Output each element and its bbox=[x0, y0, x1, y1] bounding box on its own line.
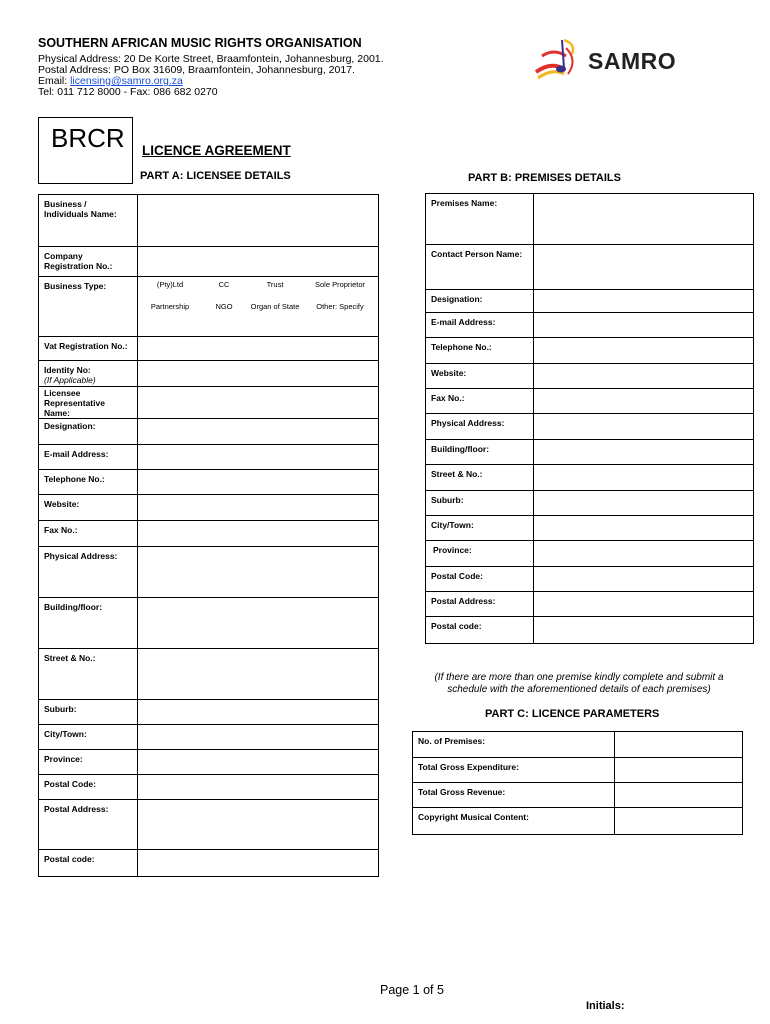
part-a-title: PART A: LICENSEE DETAILS bbox=[140, 170, 291, 182]
city-label-b: City/Town: bbox=[426, 516, 534, 541]
premises-name-field[interactable] bbox=[534, 194, 754, 245]
option-partnership[interactable]: Partnership bbox=[150, 302, 190, 311]
website-field-b[interactable] bbox=[534, 364, 754, 389]
gross-expenditure-label: Total Gross Expenditure: bbox=[413, 758, 615, 783]
part-c-table bbox=[412, 731, 743, 835]
postal-address-field-a[interactable] bbox=[138, 800, 379, 850]
street-field-b[interactable] bbox=[534, 465, 754, 491]
brcr-box bbox=[38, 117, 133, 184]
postal-code-field-a[interactable] bbox=[138, 775, 379, 800]
province-field-a[interactable] bbox=[138, 750, 379, 775]
page-title: LICENCE AGREEMENT bbox=[142, 143, 291, 158]
suburb-field-a[interactable] bbox=[138, 700, 379, 725]
option-organ-of-state[interactable]: Organ of State bbox=[250, 302, 300, 311]
website-label-b: Website: bbox=[426, 364, 534, 389]
postal-code2-field-b[interactable] bbox=[534, 617, 754, 644]
contact-person-field[interactable] bbox=[534, 245, 754, 290]
email-label-a: E-mail Address: bbox=[39, 445, 138, 470]
vat-field[interactable] bbox=[138, 337, 379, 361]
designation-label-b: Designation: bbox=[426, 290, 534, 313]
designation-field-b[interactable] bbox=[534, 290, 754, 313]
copyright-content-field[interactable] bbox=[615, 808, 743, 835]
brcr-code: BRCR bbox=[51, 123, 125, 153]
email-label: Email: bbox=[38, 75, 71, 87]
part-b-table bbox=[425, 193, 754, 644]
email-link[interactable]: licensing@samro.org.za bbox=[70, 75, 183, 87]
postal-address-field-b[interactable] bbox=[534, 592, 754, 617]
no-of-premises-field[interactable] bbox=[615, 732, 743, 758]
street-label-b: Street & No.: bbox=[426, 465, 534, 491]
telephone-field-a[interactable] bbox=[138, 470, 379, 495]
rep-name-label: Licensee Representative Name: bbox=[39, 387, 138, 419]
physical-address-line: Physical Address: 20 De Korte Street, Braamfontein, Johannesburg, 2001. bbox=[38, 53, 384, 65]
gross-revenue-field[interactable] bbox=[615, 783, 743, 808]
postal-code2-label-a: Postal code: bbox=[39, 850, 138, 877]
copyright-content-label: Copyright Musical Content: bbox=[413, 808, 615, 835]
part-a-table bbox=[38, 194, 379, 877]
postal-code-label-b: Postal Code: bbox=[426, 567, 534, 592]
website-field-a[interactable] bbox=[138, 495, 379, 521]
initials-label: Initials: bbox=[586, 1000, 625, 1012]
option-sole-proprietor[interactable]: Sole Proprietor bbox=[314, 280, 366, 289]
option-trust[interactable]: Trust bbox=[266, 280, 284, 289]
business-name-field[interactable] bbox=[138, 195, 379, 247]
identity-label bbox=[39, 361, 138, 387]
gross-revenue-label: Total Gross Revenue: bbox=[413, 783, 615, 808]
business-name-label: Business / Individuals Name: bbox=[39, 195, 138, 247]
option-ngo[interactable]: NGO bbox=[215, 302, 233, 311]
suburb-field-b[interactable] bbox=[534, 491, 754, 516]
designation-field[interactable] bbox=[138, 419, 379, 445]
company-reg-label: Company Registration No.: bbox=[39, 247, 138, 277]
identity-field[interactable] bbox=[138, 361, 379, 387]
postal-code2-field-a[interactable] bbox=[138, 850, 379, 877]
telephone-field-b[interactable] bbox=[534, 338, 754, 364]
option-pty-ltd[interactable]: (Pty)Ltd bbox=[156, 280, 184, 289]
province-label-b: Province: bbox=[426, 541, 534, 567]
tel-fax-line: Tel: 011 712 8000 - Fax: 086 682 0270 bbox=[38, 86, 218, 98]
org-name: SOUTHERN AFRICAN MUSIC RIGHTS ORGANISATION bbox=[38, 36, 362, 50]
physical-address-field-a[interactable] bbox=[138, 547, 379, 598]
gross-expenditure-field[interactable] bbox=[615, 758, 743, 783]
part-b-title: PART B: PREMISES DETAILS bbox=[468, 172, 621, 184]
contact-person-label: Contact Person Name: bbox=[426, 245, 534, 290]
website-label-a: Website: bbox=[39, 495, 138, 521]
postal-code-label-a: Postal Code: bbox=[39, 775, 138, 800]
building-field-a[interactable] bbox=[138, 598, 379, 649]
part-c-title: PART C: LICENCE PARAMETERS bbox=[485, 708, 660, 720]
logo-text: SAMRO bbox=[588, 48, 677, 74]
email-label-b: E-mail Address: bbox=[426, 313, 534, 338]
city-label-a: City/Town: bbox=[39, 725, 138, 750]
telephone-label-b: Telephone No.: bbox=[426, 338, 534, 364]
physical-address-label-a: Physical Address: bbox=[39, 547, 138, 598]
designation-label: Designation: bbox=[39, 419, 138, 445]
samro-logo bbox=[532, 34, 707, 84]
fax-field-a[interactable] bbox=[138, 521, 379, 547]
fax-label-a: Fax No.: bbox=[39, 521, 138, 547]
physical-address-field-b[interactable] bbox=[534, 414, 754, 440]
fax-field-b[interactable] bbox=[534, 389, 754, 414]
business-type-options bbox=[138, 277, 379, 337]
city-field-a[interactable] bbox=[138, 725, 379, 750]
premises-note: (If there are more than one premise kindly complete and submit a schedule with the aforementioned details of each premises) bbox=[434, 672, 724, 695]
email-field-b[interactable] bbox=[534, 313, 754, 338]
telephone-label-a: Telephone No.: bbox=[39, 470, 138, 495]
street-field-a[interactable] bbox=[138, 649, 379, 700]
identity-label-text: Identity No: bbox=[44, 365, 91, 375]
fax-label-b: Fax No.: bbox=[426, 389, 534, 414]
company-reg-field[interactable] bbox=[138, 247, 379, 277]
physical-address-label-b: Physical Address: bbox=[426, 414, 534, 440]
province-field-b[interactable] bbox=[534, 541, 754, 567]
postal-address-label-b: Postal Address: bbox=[426, 592, 534, 617]
premises-name-label: Premises Name: bbox=[426, 194, 534, 245]
samro-logo-icon bbox=[532, 34, 592, 84]
option-other-specify[interactable]: Other: Specify bbox=[316, 302, 364, 311]
building-label-b: Building/floor: bbox=[426, 440, 534, 465]
no-of-premises-label: No. of Premises: bbox=[413, 732, 615, 758]
option-cc[interactable]: CC bbox=[218, 280, 230, 289]
page-number: Page 1 of 5 bbox=[380, 983, 444, 997]
province-label-a: Province: bbox=[39, 750, 138, 775]
vat-label: Vat Registration No.: bbox=[39, 337, 138, 361]
suburb-label-a: Suburb: bbox=[39, 700, 138, 725]
business-type-label: Business Type: bbox=[39, 277, 138, 337]
street-label-a: Street & No.: bbox=[39, 649, 138, 700]
suburb-label-b: Suburb: bbox=[426, 491, 534, 516]
city-field-b[interactable] bbox=[534, 516, 754, 541]
postal-address-label-a: Postal Address: bbox=[39, 800, 138, 850]
postal-address-line: Postal Address: PO Box 31609, Braamfontein, Johannesburg, 2017. bbox=[38, 64, 355, 76]
rep-name-field[interactable] bbox=[138, 387, 379, 419]
identity-note: (If Applicable) bbox=[44, 375, 96, 385]
building-field-b[interactable] bbox=[534, 440, 754, 465]
postal-code2-label-b: Postal code: bbox=[426, 617, 534, 644]
postal-code-field-b[interactable] bbox=[534, 567, 754, 592]
building-label-a: Building/floor: bbox=[39, 598, 138, 649]
email-field-a[interactable] bbox=[138, 445, 379, 470]
